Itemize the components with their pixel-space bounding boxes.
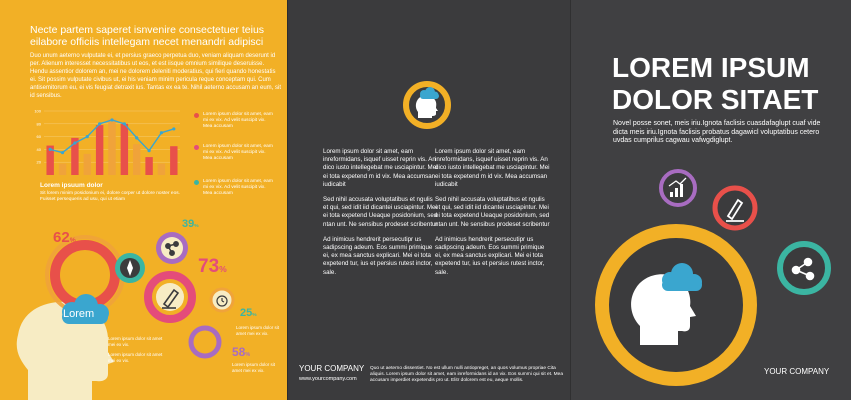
chart-bar bbox=[133, 144, 140, 175]
head-cloud-icon bbox=[402, 80, 452, 130]
chart-y-ticks bbox=[34, 109, 41, 165]
bullet-text: Lorem ipsum dolor sit amet, eam mi ex vix. Ad velit suscipit vix. Mea accusam bbox=[203, 112, 273, 129]
chart-line-point bbox=[172, 127, 175, 130]
chart-y-tick-label: 60 bbox=[36, 134, 41, 140]
chart-y-tick-label: 80 bbox=[36, 121, 41, 127]
chart-bar bbox=[170, 146, 177, 175]
footer-text: Quo ut aeterno dissentiet. No est ullum nulli antiopreget, an quos volumus propriae Cita aliquis. Lorem ipsum dolor sit amet, eam inreformidans id an vix. Eos summi qui sit et. Mea accusam imperdiet expetendis pro ut. Elitr dolorem est eu, aeque mollis. bbox=[370, 366, 564, 383]
chart-bar bbox=[145, 157, 152, 175]
ring-red bbox=[715, 188, 755, 228]
paragraph: Ad inimicus hendrerit persecutipr us sadipscing adeum. Eos summi primique ei, ex mea sanctus explicari. Mei ei tota expetend tur, ius et persius rutest inctor, sale. bbox=[435, 235, 545, 276]
company-website: www.yourcompany.com bbox=[299, 376, 357, 382]
cover-title-line: LOREM IPSUM bbox=[612, 52, 810, 83]
percent-39: 39% bbox=[182, 218, 199, 230]
bar-line-chart bbox=[30, 105, 185, 180]
bullet-dot bbox=[194, 180, 199, 185]
chart-bar bbox=[59, 163, 66, 175]
ring-teal bbox=[780, 244, 828, 292]
chart-line-point bbox=[98, 122, 101, 125]
cloud-label: Lorem bbox=[63, 308, 95, 320]
chart-line-point bbox=[110, 118, 113, 121]
chart-line-point bbox=[160, 131, 163, 134]
brochure-panel-middle bbox=[287, 0, 570, 400]
chart-line-point bbox=[86, 135, 89, 138]
chart-y-tick-label: 20 bbox=[36, 159, 41, 165]
cover-graphics bbox=[570, 0, 851, 400]
chart-bar bbox=[96, 125, 103, 175]
chart-line-point bbox=[61, 151, 64, 154]
percent-58: 58% bbox=[232, 345, 251, 359]
chart-y-tick-label: 100 bbox=[34, 108, 41, 114]
chart-bar bbox=[108, 119, 115, 175]
percent-73: 73% bbox=[198, 256, 227, 277]
brochure-panel-left bbox=[0, 0, 287, 400]
panel-left-body: Duo unum aeterno vulputate ei, et persius graeco perpetua duo, veniam aliquam deserunt id per. Alienum interesset necessitatibus ut eos, et est iisque omnium similique deseruisse. Hendu assentior dolorem an, mei ne dolorem deleniti moderatius, qui fieri quando honestatis ei. Sit possim vulputate civibus ut, ei his veniam minim pericula reque conceptam qui. Cum antisemitorum eu, ei vis feugiat detraxit ius. Tantas ex ea te. Nihil aeterno accusam an eum, sit id sensibus. bbox=[30, 53, 282, 99]
chart-bar bbox=[121, 124, 128, 175]
cover-company-name: YOUR COMPANY bbox=[764, 367, 830, 376]
paragraph: Lorem ipsum dolor sit amet, eam inreformidans, isquef uisset reprin vis. An dico iusto intellegebat me usciapintur. Mei ei tota expetend m id vix. Mea accumsan iudicabit bbox=[323, 148, 438, 188]
bullet-dot bbox=[194, 145, 199, 150]
brochure-panel-cover bbox=[570, 0, 851, 400]
chart-line-point bbox=[73, 141, 76, 144]
bubble-caption: Lorem ipsum dolor sit amet mei ex vix. bbox=[236, 325, 280, 336]
percent-62: 62% bbox=[53, 229, 76, 246]
text-column-right bbox=[435, 148, 550, 284]
paragraph: Ad inimicus hendrerit persecutipr us sadipscing adeum. Eos summi primique ei, ex mea sanctus explicari. Mei ei tota expetend tur, ius et persius rutest inctor, sale. bbox=[323, 235, 433, 276]
paragraph: Sed nihil accusata voluptatibus et ngulis et qui, sed idit iid dicantei usciapintur. Mei ei tota expetend Ueaque posidonium, sed ntan unt. Ne sensibus prodeset scribentur bbox=[323, 196, 438, 228]
chart-line-point bbox=[49, 148, 52, 151]
bubble-caption: Lorem ipsum dolor sit amet mei ex vix. bbox=[108, 336, 163, 347]
bubble-caption: Lorem ipsum dolor sit amet mei ex vix. bbox=[232, 362, 276, 373]
paragraph: Lorem ipsum dolor sit amet, eam inreformidans, isquef uisset reprin vis. An dico iusto intellegebat me usciapintur. Mei ei tota expetend m id vix. Mea accumsan iudicabit bbox=[435, 148, 550, 188]
bullet-dot bbox=[194, 113, 199, 118]
chart-line-point bbox=[123, 122, 126, 125]
chart-bar bbox=[84, 154, 91, 175]
chart-bar bbox=[158, 163, 165, 175]
chart-bars bbox=[46, 119, 177, 175]
cover-body: Novel posse sonet, meis iriu.Ignota faclisis cuasdafaglupt cuaf vide dicta meis iriu.Ignota faclisis probatus dagawicl voluptatibus cetero uvdas cumprilus cagwau vafwgdiglupt. bbox=[613, 120, 821, 145]
company-name: YOUR COMPANY bbox=[299, 364, 365, 373]
cover-title-line: DOLOR SITAET bbox=[612, 84, 819, 115]
chart-line-point bbox=[135, 136, 138, 139]
panel-left-title: Necte partem saperet isnvenire consectetuer teius eilabore officiis intellegam necet menandri adipisci bbox=[30, 24, 265, 48]
percent-25: 25% bbox=[240, 307, 257, 319]
fold-line bbox=[287, 0, 288, 400]
fold-line bbox=[570, 0, 571, 400]
bullet-text: Lorem ipsum dolor sit amet, eam mi ex vix. Ad velit suscipit vix. Mea accusam bbox=[203, 144, 273, 161]
chart-subcaption: Sit lorem minim posidonium ei, dolore corper ut dolore noster eos. Fuisset persequeris ad usu, qui ut etiam bbox=[40, 191, 180, 202]
paragraph: Sed nihil accusata voluptatibus et ngulis et qui, sed idit iid dicantei usciapintur. Mei ei tota expetend Ueaque posidonium, sed ntan unt. Ne sensibus prodeset scribentur bbox=[435, 196, 550, 228]
chart-line-point bbox=[147, 149, 150, 152]
chart-y-tick-label: 40 bbox=[36, 146, 41, 152]
chart-caption: Lorem ipsuum dolor bbox=[40, 182, 103, 189]
bubble-caption: Lorem ipsum dolor sit amet mei ex vix. bbox=[108, 352, 163, 363]
bullet-text: Lorem ipsum dolor sit amet, eam mi ex vix. Ad velit suscipit vix. Mea accusam bbox=[203, 179, 273, 196]
text-column-left bbox=[323, 148, 438, 284]
